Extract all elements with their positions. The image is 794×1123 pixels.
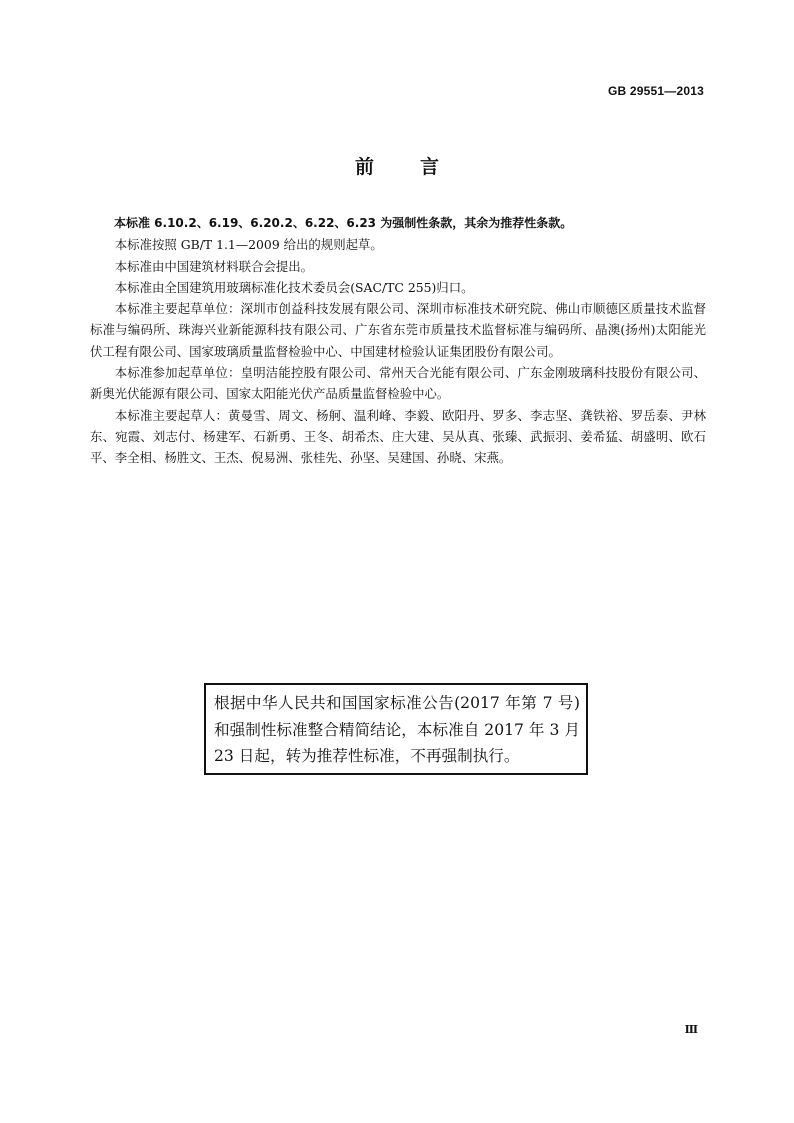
paragraph-mandatory-clauses: 本标准 6.10.2、6.19、6.20.2、6.22、6.23 为强制性条款，其余为推荐性条款。 bbox=[114, 216, 573, 230]
standard-code: GB 29551—2013 bbox=[608, 84, 704, 98]
paragraph-drafting-rules: 本标准按照 GB/T 1.1—2009 给出的规则起草。 bbox=[114, 237, 383, 253]
paragraph-participating-units: 本标准参加起草单位：皇明洁能控股有限公司、常州天合光能有限公司、广东金刚玻璃科技股份有限公司、新奥光伏能源有限公司、国家太阳能光伏产品质量监督检验中心。 bbox=[90, 365, 706, 402]
notice-box bbox=[204, 683, 588, 775]
paragraph-committee: 本标准由全国建筑用玻璃标准化技术委员会(SAC/TC 255)归口。 bbox=[114, 279, 474, 295]
notice-text: 根据中华人民共和国国家标准公告(2017 年第 7 号)和强制性标准整合精简结论，本标准自 2017 年 3 月 23 日起，转为推荐性标准，不再强制执行。 bbox=[214, 694, 580, 765]
foreword-body bbox=[90, 213, 706, 469]
paragraph-main-drafting-units: 本标准主要起草单位：深圳市创益科技发展有限公司、深圳市标准技术研究院、佛山市顺德区质量技术监督标准与编码所、珠海兴业新能源科技有限公司、广东省东莞市质量技术监督标准与编码所、晶澳(扬州)太阳能光伏工程有限公司、国家玻璃质量监督检验中心、中国建材检验认证集团股份有限公司。 bbox=[90, 301, 706, 359]
paragraph-proposer: 本标准由中国建筑材料联合会提出。 bbox=[114, 258, 314, 274]
paragraph-main-drafters: 本标准主要起草人：黄曼雪、周文、杨舸、温利峰、李毅、欧阳丹、罗多、李志坚、龚铁裕、罗岳泰、尹林东、宛霞、刘志付、杨建军、石新勇、王冬、胡希杰、庄大建、吴从真、张臻、武振羽、姜希猛、胡盛明、欧石平、李全相、杨胜文、王杰、倪易洲、张桂先、孙坚、吴建国、孙晓、宋燕。 bbox=[90, 407, 706, 466]
page-number: Ⅲ bbox=[684, 1023, 698, 1036]
page-title: 前言 bbox=[354, 156, 485, 178]
